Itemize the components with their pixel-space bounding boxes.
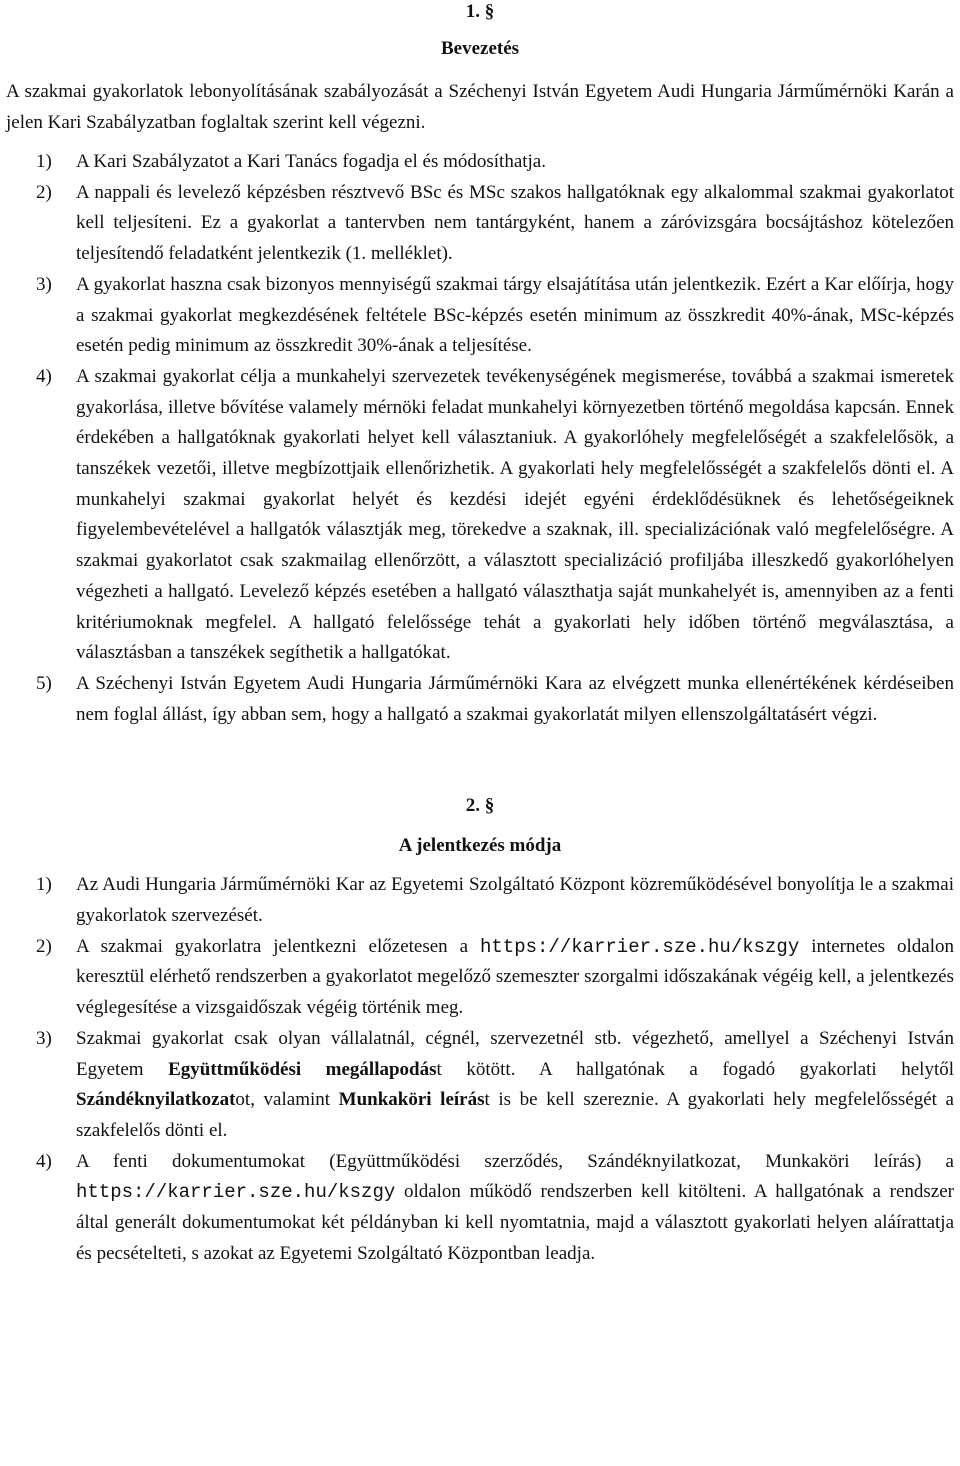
list-item [6,870,954,931]
section-title: Bevezetés [440,38,520,59]
list-item-number: 2) [36,181,52,203]
text-fragment: A fenti dokumentumokat (Együttműködési szerződés, Szándéknyilatkozat, Munkaköri leírás) a [76,1150,954,1172]
text-fragment: internetes oldalon keresztül elérhető rendszerben a gyakorlatot megelőző szemeszter szorgalmi időszakának végéig kell, a jelentkezés véglegesítése a vizsgaidőszak végéig történik meg. [76,935,954,1019]
list-item-text: A gyakorlat haszna csak bizonyos mennyiségű szakmai tárgy elsajátítása után jelentkezik. Ezért a Kar előírja, hogy a szakmai gyakorlat megkezdésének feltétele BSc-képzés esetén minimum az összkredit 40%-ának, MSc-képzés esetén pedig minimum az összkredit 30%-ának a teljesítése. [76,273,954,357]
section-1-list [6,147,954,730]
bold-term: Szándéknyilatkozat [76,1089,236,1111]
list-item-text: A Széchenyi István Egyetem Audi Hungaria Járműmérnöki Kara az elvégzett munka ellenértékének kérdéseiben nem foglal állást, így abban sem, hogy a hallgató a szakmai gyakorlatát milyen ellenszolgáltatásért végzi. [76,672,954,725]
list-item-number: 3) [36,1027,52,1049]
section-2-list [6,870,954,1269]
list-item-text [76,1151,954,1264]
text-fragment: ot, valamint [235,1089,339,1111]
registration-url[interactable]: https://karrier.sze.hu/kszgy [479,935,800,958]
list-item-number: 2) [36,935,52,957]
list-item-text: A szakmai gyakorlat célja a munkahelyi szervezetek tevékenységének megismerése, továbbá a szakmai ismeretek gyakorlása, illetve bővítése valamely mérnöki feladat munkahelyi környezetben történő megoldása kapcsán. Ennek érdekében a hallgatóknak gyakorlati helyet kell választaniuk. A gyakorlóhely megfelelőségét a szakfelelősök, a tanszékek vezetői, illetve megbízottjaik ellenőrizhetik. A gyakorlati hely megfelelősségét a szakfelelős dönti el. A munkahelyi szakmai gyakorlat helyét és kezdési idejét egyéni érdeklődésüknek és lehetőségeiknek figyelembevételével a hallgatók választják meg, törekedve a szaknak, ill. specializációnak való megfelelőségre. A szakmai gyakorlatot csak szakmailag ellenőrzött, a választott specializáció profiljába illeszkedő gyakorlóhelyen végezheti a hallgató. Levelező képzés esetében a hallgató választhatja saját munkahelyét is, amennyiben az a fenti kritériumoknak megfelel. A hallgató felelőssége tehát a gyakorlati hely időben történő megválasztása, a választásban a tanszékek segíthetik a hallgatókat. [76,365,954,664]
registration-url[interactable]: https://karrier.sze.hu/kszgy [76,1181,396,1204]
list-item [6,1147,954,1270]
list-item [6,362,954,669]
text-fragment: A szakmai gyakorlatra jelentkezni előzetesen a [76,935,480,957]
list-item-text: A nappali és levelező képzésben résztvevő BSc és MSc szakos hallgatóknak egy alkalommal szakmai gyakorlatot kell teljesíteni. Ez a gyakorlat a tantervben nem tantárgyként, hanem a záróvizsgára bocsájtáshoz kötelezően teljesítendő feladatként jelentkezik (1. melléklet). [76,181,954,265]
list-item [6,178,954,270]
list-item [6,669,954,730]
list-item-text [76,936,954,1018]
list-item-number: 1) [36,874,52,896]
list-item [6,270,954,362]
list-item-text: A Kari Szabályzatot a Kari Tanács fogadja el és módosíthatja. [76,151,546,172]
section-2 [6,794,954,1269]
text-fragment: t is be kell szereznie. A gyakorlati hely megfelelősségét a szakfelelős dönti el. [76,1089,954,1141]
list-item [6,147,954,178]
list-item [6,932,954,1024]
text-fragment: oldalon működő rendszerben kell kitölteni. A hallgatónak a rendszer által generált dokumentumokat két példányban ki kell nyomtatnia, majd a választott gyakorlati helyen aláírattatja és pecsételteti, s azokat az Egyetemi Szolgáltató Központban leadja. [76,1181,954,1264]
list-item-text: Az Audi Hungaria Járműmérnöki Kar az Egyetemi Szolgáltató Központ közreműködésével bonyolítja le a szakmai gyakorlatok szervezését. [76,874,954,927]
section-1 [6,0,954,730]
bold-term: Együttműködési megállapodás [168,1058,437,1080]
section-number: 1. § [465,1,495,22]
text-fragment: Szakmai gyakorlat csak olyan vállalatnál, cégnél, szervezetnél stb. végezhető, amellyel a Széchenyi István Egyetem [76,1027,954,1080]
intro-paragraph: A szakmai gyakorlatok lebonyolításának szabályozását a Széchenyi István Egyetem Audi Hungaria Járműmérnöki Karán a jelen Kari Szabályzatban foglaltak szerint kell végezni. [6,81,954,133]
text-fragment: t kötött. A hallgatónak a fogadó gyakorlati helytől [436,1058,955,1080]
list-item-text [76,1028,954,1141]
section-title: A jelentkezés módja [398,835,562,857]
section-number: 2. § [465,795,495,817]
list-item [6,1024,954,1147]
list-item-number: 1) [36,151,52,172]
bold-term: Munkaköri leírás [338,1089,485,1111]
list-item-number: 4) [36,1150,52,1172]
list-item-number: 3) [36,273,52,295]
list-item-number: 5) [36,672,52,694]
list-item-number: 4) [36,365,52,387]
